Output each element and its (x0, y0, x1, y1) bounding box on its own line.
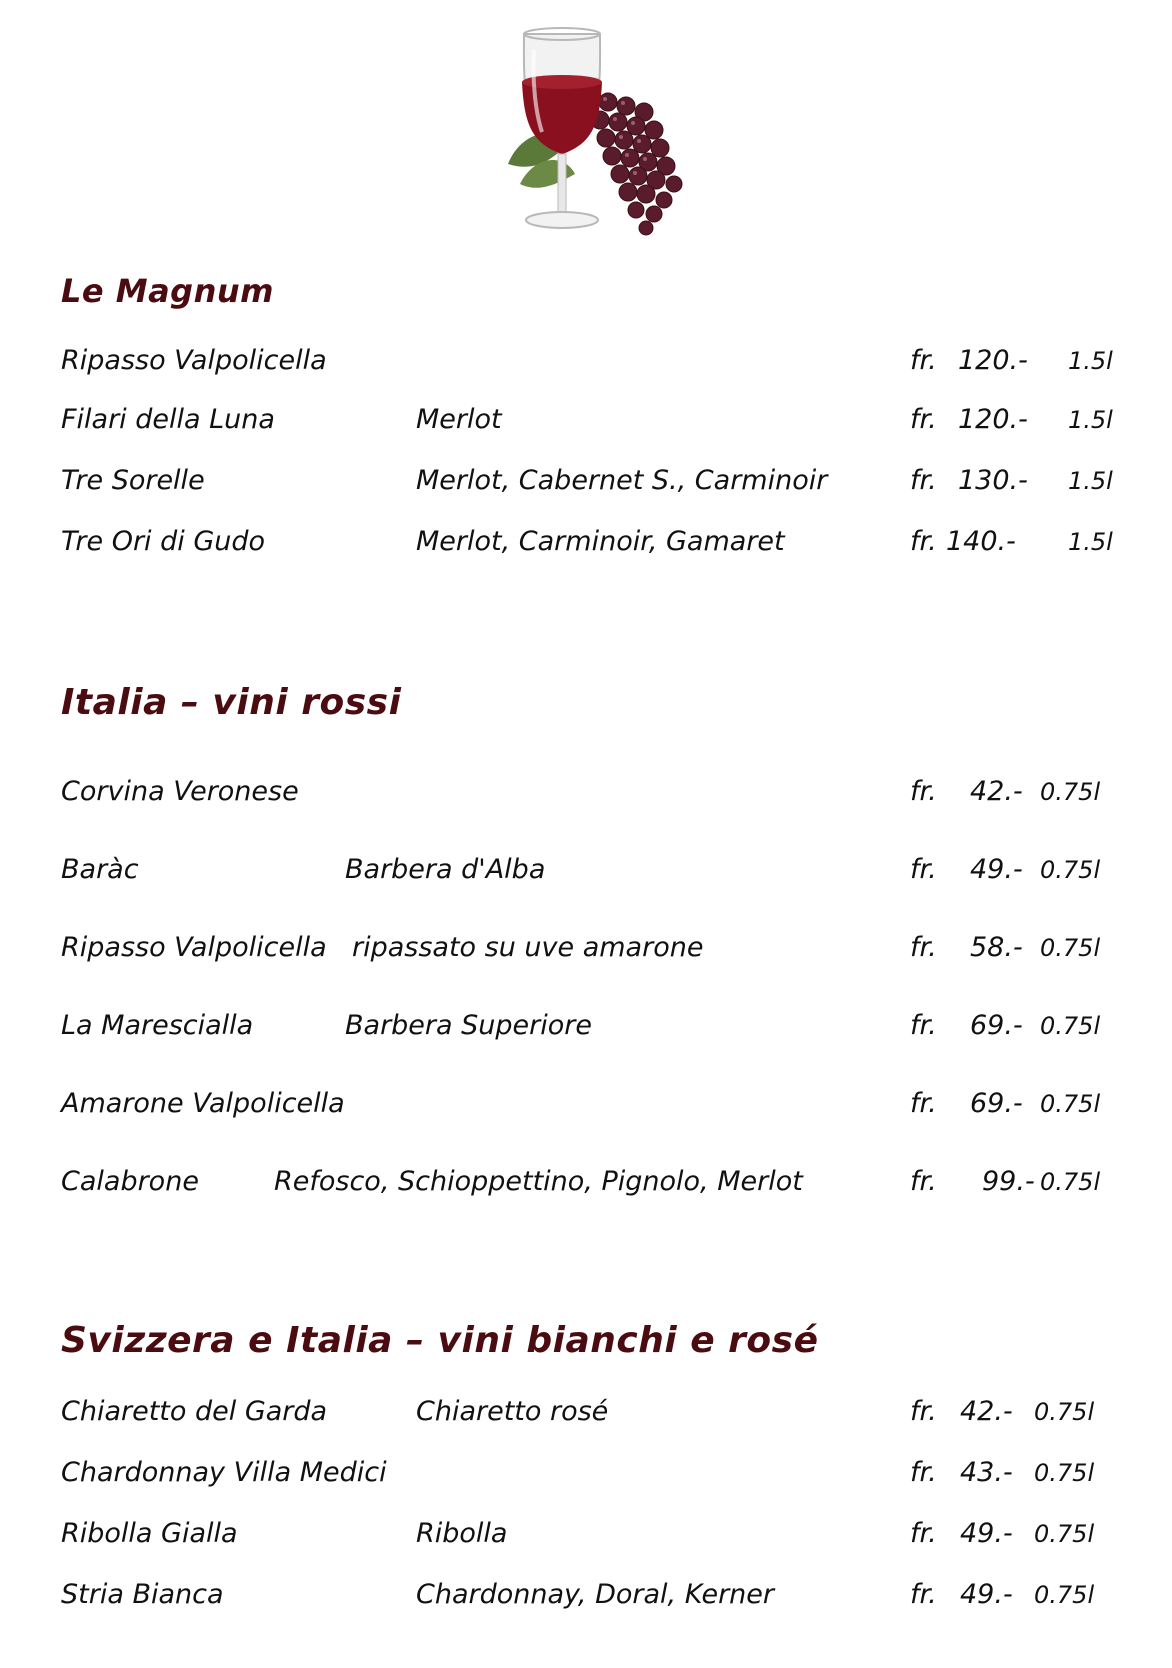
wine-row (0, 928, 1172, 968)
wine-name: Amarone Valpolicella (61, 1088, 345, 1119)
price-prefix: fr. (910, 526, 937, 557)
wine-grape: Barbera Superiore (345, 1010, 592, 1041)
wine-price: 42.- (970, 776, 1023, 807)
wine-volume: 1.5l (1068, 347, 1113, 375)
wine-name: Baràc (61, 854, 139, 885)
price-prefix: fr. (910, 1396, 937, 1427)
wine-grape: Merlot, Carminoir, Gamaret (416, 526, 785, 557)
price-prefix: fr. (910, 345, 937, 376)
wine-volume: 1.5l (1068, 406, 1113, 434)
wine-name: Ripasso Valpolicella (61, 932, 327, 963)
wine-price: 49.- (970, 854, 1023, 885)
wine-price: 49.- (960, 1518, 1013, 1549)
wine-name: Chiaretto del Garda (61, 1396, 328, 1427)
wine-volume: 0.75l (1034, 1581, 1095, 1609)
wine-volume: 0.75l (1040, 856, 1101, 884)
wine-volume: 0.75l (1040, 1168, 1101, 1196)
wine-name: Tre Sorelle (61, 465, 205, 496)
wine-row (0, 522, 1172, 562)
wine-grape: Merlot (416, 404, 502, 435)
wine-grape: Chiaretto rosé (416, 1396, 609, 1427)
wine-volume: 0.75l (1040, 934, 1101, 962)
wine-grape: Barbera d'Alba (345, 854, 546, 885)
price-prefix: fr. (910, 1518, 937, 1549)
price-prefix: fr. (910, 1010, 937, 1041)
wine-row (0, 850, 1172, 890)
wine-price: 42.- (960, 1396, 1013, 1427)
wine-grape: Refosco, Schioppettino, Pignolo, Merlot (274, 1166, 803, 1197)
wine-volume: 0.75l (1034, 1398, 1095, 1426)
wine-volume: 0.75l (1040, 778, 1101, 806)
wine-price: 43.- (960, 1457, 1013, 1488)
wine-row (0, 1453, 1172, 1493)
wine-price: 140.- (946, 526, 1016, 557)
wine-glass-grapes-icon (480, 14, 720, 254)
wine-name: Corvina Veronese (61, 776, 299, 807)
wine-row (0, 1514, 1172, 1554)
wine-volume: 0.75l (1034, 1459, 1095, 1487)
wine-name: Filari della Luna (61, 404, 275, 435)
price-prefix: fr. (910, 404, 937, 435)
wine-grape: ripassato su uve amarone (352, 932, 704, 963)
price-prefix: fr. (910, 1457, 937, 1488)
wine-price: 69.- (970, 1088, 1023, 1119)
price-prefix: fr. (910, 1166, 937, 1197)
wine-name: Ripasso Valpolicella (61, 345, 327, 376)
wine-row (0, 400, 1172, 440)
wine-row (0, 1575, 1172, 1615)
price-prefix: fr. (910, 465, 937, 496)
wine-price: 49.- (960, 1579, 1013, 1610)
wine-volume: 0.75l (1040, 1090, 1101, 1118)
wine-row (0, 341, 1172, 381)
wine-row (0, 1006, 1172, 1046)
price-prefix: fr. (910, 776, 937, 807)
wine-price: 120.- (958, 404, 1028, 435)
wine-grape: Chardonnay, Doral, Kerner (416, 1579, 774, 1610)
price-prefix: fr. (910, 1579, 937, 1610)
wine-name: Tre Ori di Gudo (61, 526, 266, 557)
wine-name: Stria Bianca (61, 1579, 224, 1610)
wine-price: 130.- (958, 465, 1028, 496)
wine-price: 120.- (958, 345, 1028, 376)
wine-price: 99.- (982, 1166, 1035, 1197)
wine-name: Calabrone (61, 1166, 199, 1197)
wine-row (0, 1084, 1172, 1124)
wine-price: 69.- (970, 1010, 1023, 1041)
wine-price: 58.- (970, 932, 1023, 963)
section-title-svizzera-italia-bianchi-rose: Svizzera e Italia – vini bianchi e rosé (61, 1320, 819, 1361)
wine-name: La Marescialla (61, 1010, 254, 1041)
wine-row (0, 1392, 1172, 1432)
wine-row (0, 772, 1172, 812)
wine-row (0, 461, 1172, 501)
wine-volume: 1.5l (1068, 528, 1113, 556)
wine-grape: Merlot, Cabernet S., Carminoir (416, 465, 828, 496)
wine-name: Ribolla Gialla (61, 1518, 238, 1549)
price-prefix: fr. (910, 932, 937, 963)
price-prefix: fr. (910, 1088, 937, 1119)
wine-row (0, 1162, 1172, 1202)
wine-volume: 1.5l (1068, 467, 1113, 495)
wine-volume: 0.75l (1040, 1012, 1101, 1040)
section-title-le-magnum: Le Magnum (61, 272, 274, 310)
wine-name: Chardonnay Villa Medici (61, 1457, 387, 1488)
price-prefix: fr. (910, 854, 937, 885)
wine-volume: 0.75l (1034, 1520, 1095, 1548)
wine-grape: Ribolla (416, 1518, 508, 1549)
section-title-italia-vini-rossi: Italia – vini rossi (61, 682, 402, 723)
